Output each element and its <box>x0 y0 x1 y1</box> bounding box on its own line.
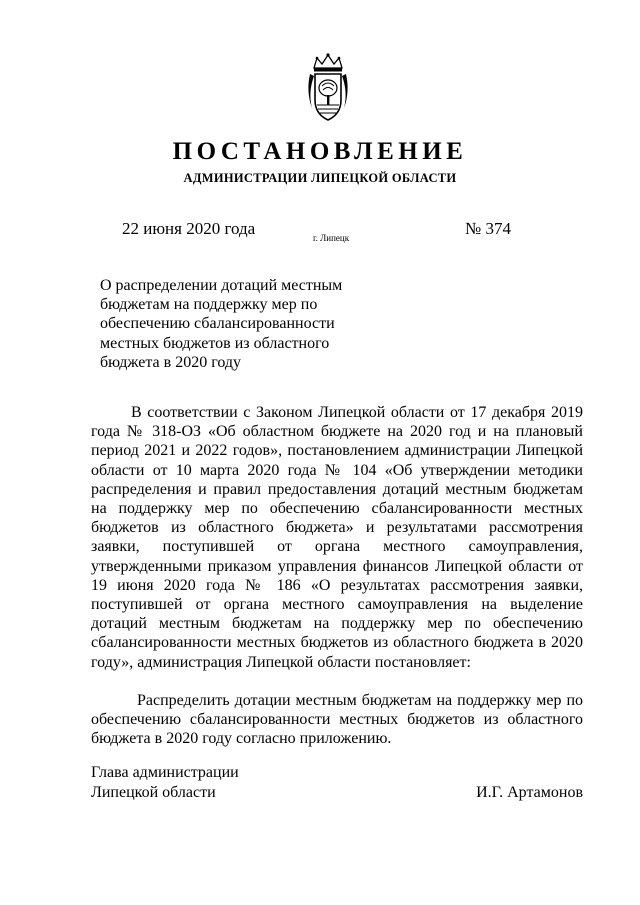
subject-line: бюджетам на поддержку мер по <box>100 296 318 314</box>
document-title: ПОСТАНОВЛЕНИЕ <box>172 138 468 165</box>
document-subject <box>100 276 345 372</box>
signatory-position-line2: Липецкой области <box>91 784 216 801</box>
issuing-authority: АДМИНИСТРАЦИИ ЛИПЕЦКОЙ ОБЛАСТИ <box>183 171 457 185</box>
subject-line: обеспечению сбалансированности <box>100 315 335 333</box>
document-date: 22 июня 2020 года <box>122 219 256 238</box>
subject-line: О распределении дотаций местным <box>100 277 343 294</box>
document-city: г. Липецк <box>313 233 350 243</box>
signatory-position-line1: Глава администрации <box>91 764 239 781</box>
signature-block <box>91 763 583 803</box>
document-number: № 374 <box>465 219 511 238</box>
body-paragraph-preamble: В соответствии с Законом Липецкой области от 17 декабря 2019 года № 318-ОЗ «Об областном бюджете на 2020 год и на плановый период 2021 и 2022 годов», постановлением администрации Липецкой области от 10 марта 2020 года № 104 «Об утверждении методики распределения и правил предоставления дотаций местным бюджетам на поддержку мер по обеспечению сбалансированности местных бюджетов из областного бюджета» и результатами рассмотрения заявки, поступившей от органа местного самоуправления, утвержденными приказом управления финансов Липецкой области от 19 июня 2020 года № 186 «О результатах рассмотрения заявки, поступившей от органа местного самоуправления на выделение дотаций местным бюджетам на поддержку мер по обеспечению сбалансированности местных бюджетов из областного бюджета в 2020 году», администрация Липецкой области постановляет: <box>91 404 583 671</box>
subject-line: местных бюджетов из областного <box>100 334 330 352</box>
document-body <box>91 403 583 748</box>
subject-line: бюджета в 2020 году <box>100 353 242 371</box>
body-paragraph-resolution: Распределить дотации местным бюджетам на поддержку мер по обеспечению сбалансированности местных бюджетов из областного бюджета в 2020 году согласно приложению. <box>91 691 583 748</box>
coat-of-arms-icon <box>304 52 352 124</box>
signatory-name: И.Г. Артамонов <box>476 784 583 801</box>
